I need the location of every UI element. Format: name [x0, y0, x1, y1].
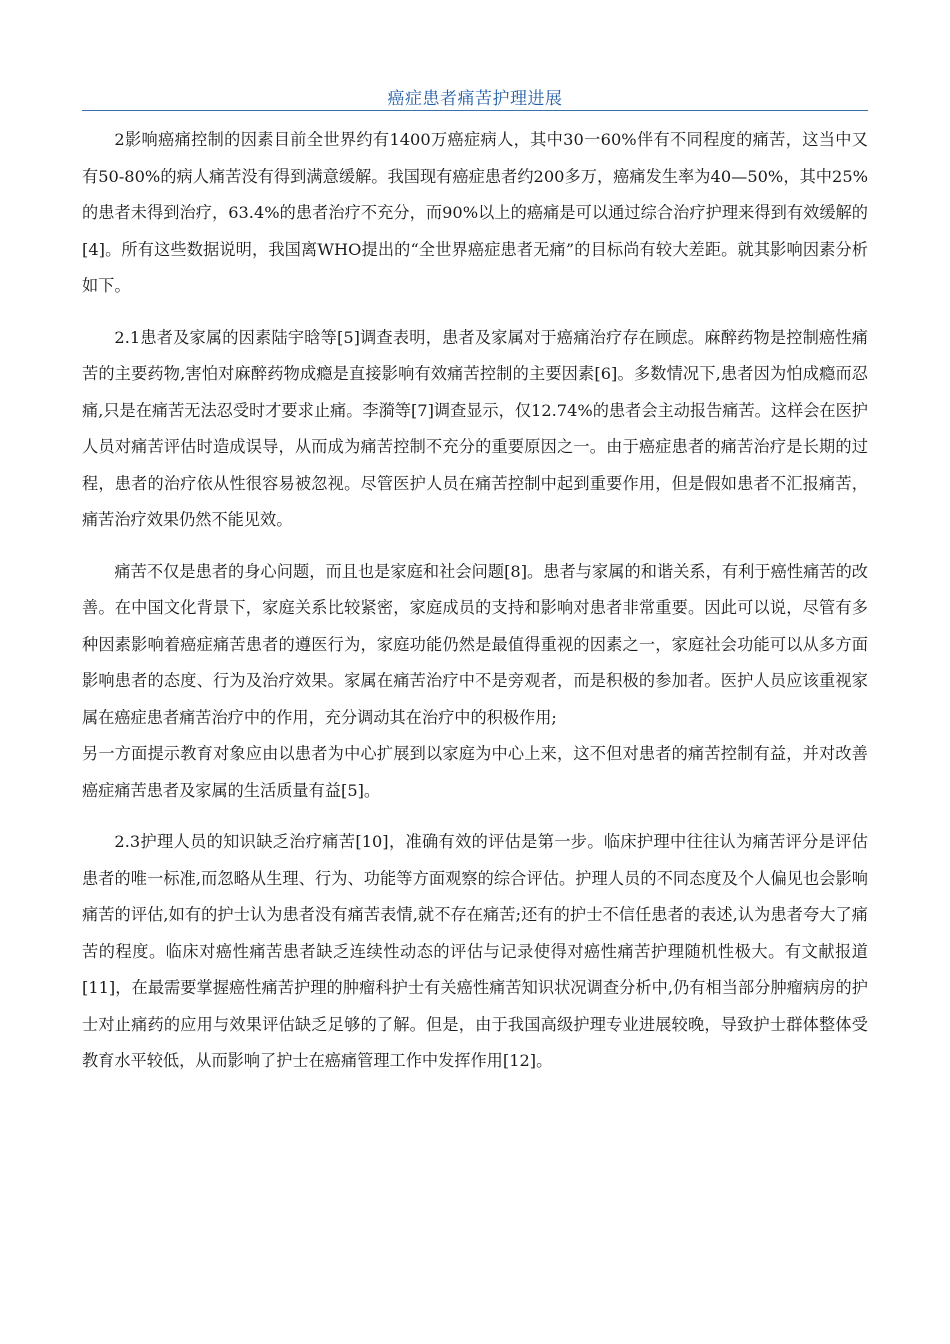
- paragraph-family-social: 痛苦不仅是患者的身心问题，而且也是家庭和社会问题[8]。患者与家属的和谐关系，有利于癌性痛苦的改善。在中国文化背景下，家庭关系比较紧密，家庭成员的支持和影响对患者非常重要。因此可以说，尽管有多种因素影响着癌症痛苦患者的遵医行为，家庭功能仍然是最值得重视的因素之一，家庭社会功能可以从多方面影响患者的态度、行为及治疗效果。家属在痛苦治疗中不是旁观者，而是积极的参加者。医护人员应该重视家属在癌症患者痛苦治疗中的作用，充分调动其在治疗中的积极作用;: [82, 561, 868, 727]
- page-title: 癌症患者痛苦护理进展: [387, 89, 563, 109]
- paragraph-factors-intro: 2影响癌痛控制的因素目前全世界约有1400万癌症病人，其中30一60%伴有不同程度的痛苦，这当中又有50-80%的病人痛苦没有得到满意缓解。我国现有癌症患者约200多万，癌痛发生率为40—50%，其中25%的患者未得到治疗，63.4%的患者治疗不充分，而90%以上的癌痛是可以通过综合治疗护理来得到有效缓解的[4]。所有这些数据说明，我国离WHO提出的“全世界癌症患者无痛”的目标尚有较大差距。就其影响因素分析如下。: [82, 130, 868, 295]
- paragraph-nurse-knowledge: 2.3护理人员的知识缺乏治疗痛苦[10]，准确有效的评估是第一步。临床护理中往往认为痛苦评分是评估患者的唯一标准,而忽略从生理、行为、功能等方面观察的综合评估。护理人员的不同态度及个人偏见也会影响痛苦的评估,如有的护士认为患者没有痛苦表情,就不存在痛苦;还有的护士不信任患者的表述,认为患者夸大了痛苦的程度。临床对癌性痛苦患者缺乏连续性动态的评估与记录使得对癌性痛苦护理随机性极大。有文献报道[11]，在最需要掌握癌性痛苦护理的肿瘤科护士有关癌性痛苦知识状况调查分析中,仍有相当部分肿瘤病房的护士对止痛药的应用与效果评估缺乏足够的了解。但是，由于我国高级护理专业进展较晚，导致护士群体整体受教育水平较低，从而影响了护士在癌痛管理工作中发挥作用[12]。: [82, 832, 868, 1070]
- paragraph-patient-family-factors: 2.1患者及家属的因素陆宇晗等[5]调查表明，患者及家属对于癌痛治疗存在顾虑。麻醉药物是控制癌性痛苦的主要药物,害怕对麻醉药物成瘾是直接影响有效痛苦控制的主要因素[6]。多数情况下,患者因为怕成瘾而忍痛,只是在痛苦无法忍受时才要求止痛。李漪等[7]调查显示，仅12.74%的患者会主动报告痛苦。这样会在医护人员对痛苦评估时造成误导，从而成为痛苦控制不充分的重要原因之一。由于癌症患者的痛苦治疗是长期的过程，患者的治疗依从性很容易被忽视。尽管医护人员在痛苦控制中起到重要作用，但是假如患者不汇报痛苦，痛苦治疗效果仍然不能见效。: [82, 327, 868, 529]
- document-body: [82, 122, 868, 1080]
- page-header: [82, 80, 868, 111]
- paragraph-education-focus: 另一方面提示教育对象应由以患者为中心扩展到以家庭为中心上来，这不但对患者的痛苦控制有益，并对改善癌症痛苦患者及家属的生活质量有益[5]。: [82, 744, 868, 800]
